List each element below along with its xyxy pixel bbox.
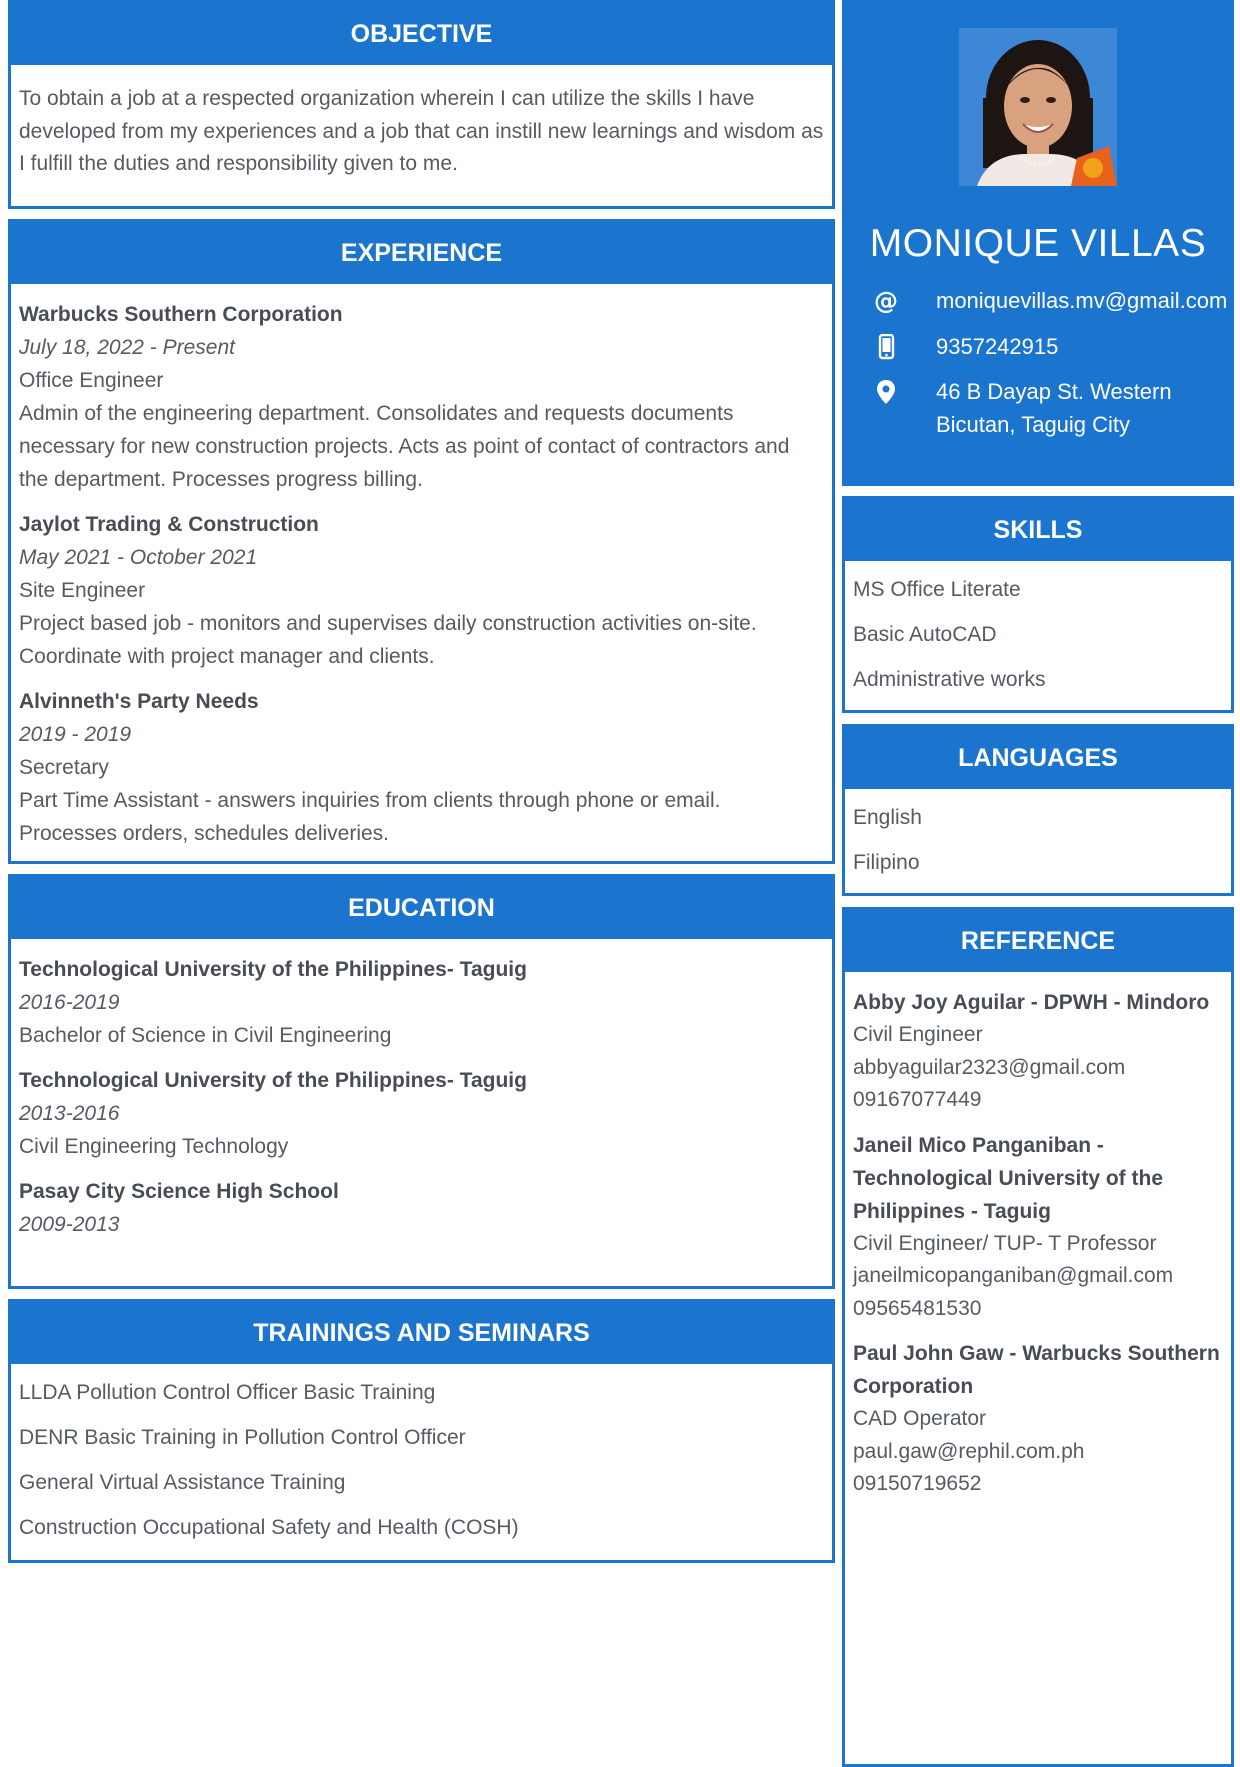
employment-dates: 2019 - 2019: [19, 723, 132, 746]
employment-dates: May 2021 - October 2021: [19, 546, 258, 569]
objective-section: [8, 0, 835, 209]
email-text: moniquevillas.mv@gmail.com: [936, 288, 1228, 313]
school-name: Technological University of the Philippines- Taguig: [19, 1069, 527, 1092]
training-item: DENR Basic Training in Pollution Control Officer: [19, 1426, 466, 1449]
language-item: English: [853, 806, 922, 829]
profile-panel: [842, 0, 1234, 486]
education-dates: 2009-2013: [19, 1213, 120, 1236]
reference-entry: [853, 986, 1223, 1117]
reference-name: Abby Joy Aguilar - DPWH - Mindoro: [853, 991, 1210, 1014]
reference-entry: [853, 1337, 1223, 1501]
education-dates: 2016-2019: [19, 991, 120, 1014]
reference-email: abbyaguilar2323@gmail.com: [853, 1055, 1126, 1079]
employment-dates: July 18, 2022 - Present: [19, 336, 235, 359]
reference-name: Paul John Gaw - Warbucks Southern Corporation: [853, 1342, 1220, 1398]
job-description: Admin of the engineering department. Consolidates and requests documents necessary for new construction projects. Acts as point of contact of contractors and the department. Processes progress billing.: [19, 402, 790, 491]
mobile-phone-icon: [874, 334, 898, 360]
skills-section: [842, 496, 1234, 713]
address-line-2: Bicutan, Taguig City: [936, 412, 1131, 437]
school-name: Technological University of the Philippines- Taguig: [19, 958, 527, 981]
objective-text: To obtain a job at a respected organization wherein I can utilize the skills I have developed from my experiences and a job that can instill new learnings and wisdom as I fulfill the duties and responsibility given to me.: [19, 87, 824, 175]
reference-entry: [853, 1129, 1223, 1326]
reference-email: paul.gaw@rephil.com.ph: [853, 1439, 1085, 1463]
reference-header: REFERENCE: [845, 910, 1231, 972]
job-description: Project based job - monitors and supervises daily construction activities on-site. Coordinate with project manager and clients.: [19, 612, 757, 668]
candidate-name: MONIQUE VILLAS: [869, 222, 1207, 265]
experience-entry: [19, 685, 824, 850]
job-title: Site Engineer: [19, 579, 146, 602]
reference-phone: 09565481530: [853, 1296, 982, 1320]
education-entry: [19, 953, 824, 1052]
training-item: Construction Occupational Safety and Health (COSH): [19, 1516, 519, 1539]
job-description: Part Time Assistant - answers inquiries from clients through phone or email. Processes orders, schedules deliveries.: [19, 789, 721, 845]
job-title: Secretary: [19, 756, 109, 779]
reference-position: Civil Engineer/ TUP- T Professor: [853, 1231, 1157, 1255]
training-item: General Virtual Assistance Training: [19, 1471, 346, 1494]
reference-phone: 09150719652: [853, 1472, 982, 1495]
experience-header: EXPERIENCE: [11, 222, 832, 284]
trainings-section: [8, 1299, 835, 1563]
experience-section: [8, 219, 835, 864]
skills-header: SKILLS: [845, 499, 1231, 561]
degree: Civil Engineering Technology: [19, 1135, 289, 1158]
reference-email: janeilmicopanganiban@gmail.com: [853, 1264, 1174, 1287]
language-item: Filipino: [853, 851, 920, 874]
education-header: EDUCATION: [11, 877, 832, 939]
skill-item: Administrative works: [853, 668, 1046, 691]
company-name: Warbucks Southern Corporation: [19, 303, 343, 326]
experience-entry: [19, 298, 824, 496]
trainings-header: TRAININGS AND SEMINARS: [11, 1302, 832, 1364]
experience-entry: [19, 508, 824, 673]
reference-position: Civil Engineer: [853, 1023, 983, 1046]
languages-section: [842, 724, 1234, 896]
job-title: Office Engineer: [19, 369, 164, 392]
education-entry: [19, 1064, 824, 1163]
education-dates: 2013-2016: [19, 1102, 120, 1125]
reference-position: CAD Operator: [853, 1407, 987, 1430]
location-pin-icon: [874, 379, 898, 405]
reference-section: [842, 907, 1234, 1767]
reference-phone: 09167077449: [853, 1088, 982, 1111]
company-name: Jaylot Trading & Construction: [19, 513, 319, 536]
phone-text: 9357242915: [936, 334, 1059, 359]
objective-header: OBJECTIVE: [11, 3, 832, 65]
skill-item: MS Office Literate: [853, 578, 1021, 601]
degree: Bachelor of Science in Civil Engineering: [19, 1024, 392, 1047]
company-name: Alvinneth's Party Needs: [19, 690, 259, 713]
portrait-image: [959, 28, 1117, 186]
school-name: Pasay City Science High School: [19, 1180, 339, 1203]
reference-name: Janeil Mico Panganiban - Technological University of the Philippines - Taguig: [853, 1133, 1163, 1223]
training-item: LLDA Pollution Control Officer Basic Training: [19, 1381, 436, 1404]
education-entry: [19, 1175, 824, 1241]
address-line-1: 46 B Dayap St. Western: [936, 379, 1172, 404]
at-icon: [874, 288, 898, 314]
profile-photo: [959, 28, 1117, 186]
languages-header: LANGUAGES: [845, 727, 1231, 789]
svg-text:@: @: [874, 288, 898, 314]
skill-item: Basic AutoCAD: [853, 623, 997, 646]
education-section: [8, 874, 835, 1289]
